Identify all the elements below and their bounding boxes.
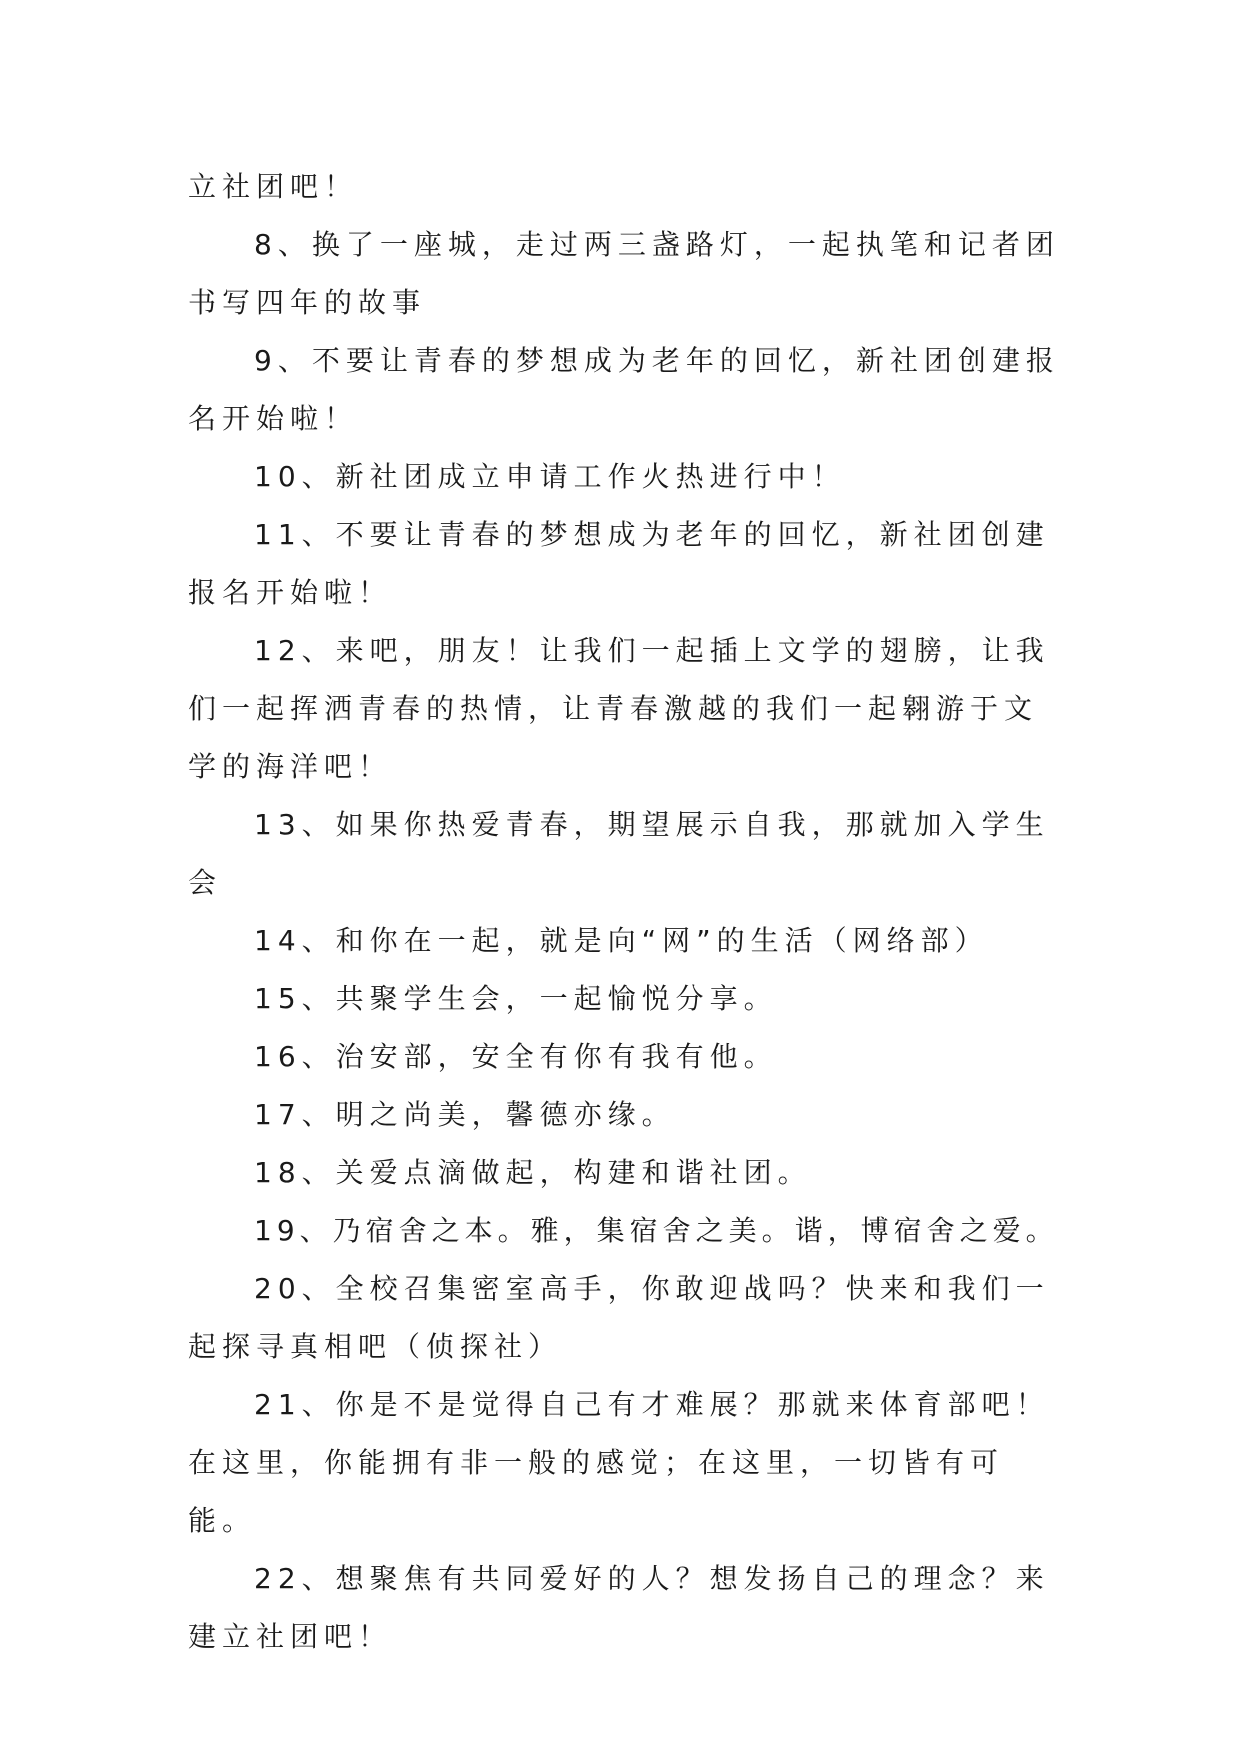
paragraph-item-20: 20、全校召集密室高手，你敢迎战吗？快来和我们一起探寻真相吧（侦探社）: [188, 1272, 1050, 1363]
paragraph-item-12: 12、来吧，朋友！让我们一起插上文学的翅膀，让我们一起挥洒青春的热情，让青春激越的我们一起翱游于文学的海洋吧！: [188, 634, 1050, 783]
paragraph-item-15: 15、共聚学生会，一起愉悦分享。: [254, 982, 778, 1015]
paragraph-item-9: 9、不要让青春的梦想成为老年的回忆，新社团创建报名开始啦！: [188, 344, 1060, 435]
paragraph-item-16: 16、治安部，安全有你有我有他。: [254, 1040, 778, 1073]
paragraph-item-8: 8、换了一座城，走过两三盏路灯，一起执笔和记者团书写四年的故事: [188, 228, 1060, 319]
paragraph-item-13: 13、如果你热爱青春，期望展示自我，那就加入学生会: [188, 808, 1050, 899]
paragraph-item-19: 19、乃宿舍之本。雅，集宿舍之美。谐，博宿舍之爱。: [254, 1214, 1059, 1247]
paragraph-item-21: 21、你是不是觉得自己有才难展？那就来体育部吧！在这里，你能拥有非一般的感觉；在这里，一切皆有可能。: [188, 1388, 1050, 1537]
paragraph-item-22: 22、想聚焦有共同爱好的人？想发扬自己的理念？来建立社团吧！: [188, 1562, 1050, 1653]
paragraph-item-10: 10、新社团成立申请工作火热进行中！: [254, 460, 846, 493]
paragraph-item-18: 18、关爱点滴做起，构建和谐社团。: [254, 1156, 812, 1189]
paragraph-continuation: 立社团吧！: [188, 170, 359, 203]
paragraph-item-14: 14、和你在一起，就是向“网”的生活（网络部）: [254, 924, 989, 957]
document-body: [188, 158, 1068, 1666]
paragraph-item-17: 17、明之尚美，馨德亦缘。: [254, 1098, 676, 1131]
paragraph-item-11: 11、不要让青春的梦想成为老年的回忆，新社团创建报名开始啦！: [188, 518, 1050, 609]
